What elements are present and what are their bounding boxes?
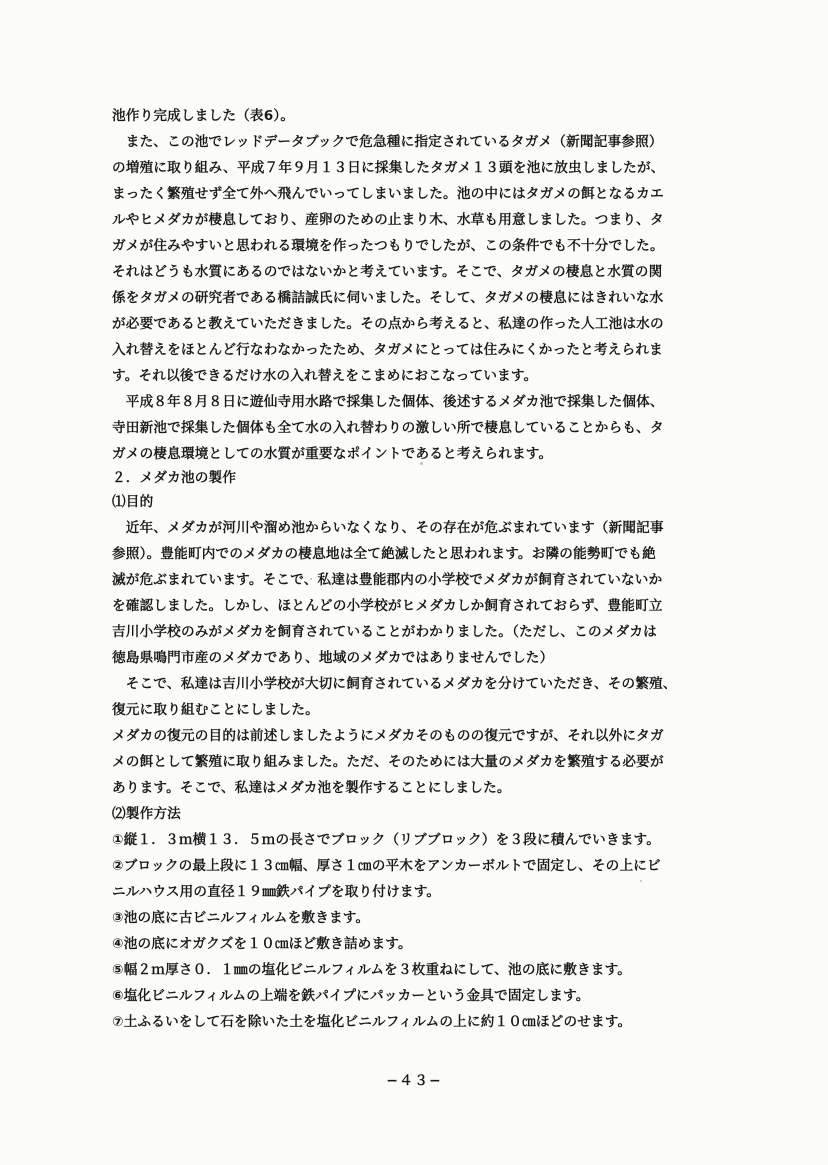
text-line: ルやヒメダカが棲息しており、産卵のための止まり木、水草も用意しました。つまり、タ — [112, 212, 664, 228]
text-line: 滅が危ぶまれています。そこで、私達は豊能郡内の小学校でメダカが飼育されていないか — [112, 572, 663, 588]
section-heading: ２．メダカ池の製作 — [112, 470, 237, 486]
text-line: まったく繁殖せず全て外へ飛んでいってしまいました。池の中にはタガメの餌となるカエ — [112, 186, 664, 202]
text-line: の増殖に取り組み、平成７年９月１３日に採集したタガメ１３頭を池に放虫しましたが、 — [112, 160, 665, 176]
page-number: −４３− — [386, 1073, 442, 1089]
list-item: ①縦１．３ｍ横１３．５ｍの長さでブロック（リブブロック）を３段に積んでいきます。 — [112, 832, 661, 848]
text-line: 寺田新池で採集した個体も全て水の入れ替わりの激しい所で棲息していることからも、タ — [112, 420, 664, 436]
list-item: ⑦土ふるいをして石を除いた土を塩化ビニルフィルムの上に約１０㎝ほどのせます。 — [112, 1014, 632, 1030]
text-line: が必要であると教えていただきました。その点から考えると、私達の作った人工池は水の — [112, 316, 664, 332]
text-line: それはどうも水質にあるのではないかと考えています。そこで、タガメの棲息と水質の関 — [112, 264, 663, 280]
text-line: 参照）。豊能町内でのメダカの棲息地は全て絶滅したと思われます。お隣の能勢町でも絶 — [112, 546, 656, 562]
text-line: 吉川小学校のみがメダカを飼育されていることがわかりました。（ただし、このメダカは — [112, 624, 657, 640]
text-line: 池作り完成しました（表6）。 — [112, 108, 295, 124]
text-line: ガメが住みやすいと思われる環境を作ったつもりでしたが、この条件でも不十分でした。 — [112, 238, 664, 254]
text-line: 入れ替えをほとんど行なわなかったため、タガメにとっては住みにくかったと考えられま — [112, 342, 663, 358]
text-line: そこで、私達は吉川小学校が大切に飼育されているメダカを分けていただき、その繁殖、 — [112, 676, 677, 692]
text-line: メダカの復元の目的は前述しましたようにメダカそのものの復元ですが、それ以外にタガ — [112, 728, 664, 744]
speck — [640, 880, 642, 882]
list-item: ⑤幅２ｍ厚さ０．１㎜の塩化ビニルフィルムを３枚重ねにして、池の底に敷きます。 — [112, 962, 632, 978]
subsection-heading: ⑴目的 — [112, 494, 154, 510]
list-item: ③池の底に古ビニルフィルムを敷きます。 — [112, 910, 370, 926]
text-line: 平成８年８月８日に遊仙寺用水路で採集した個体、後述するメダカ池で採集した個体、 — [112, 394, 664, 410]
text-line: 近年、メダカが河川や溜め池からいなくなり、その存在が危ぶまれています（新聞記事 — [112, 520, 664, 536]
text-line: ガメの棲息環境としての水質が重要なポイントであると考えられます。 — [112, 446, 553, 462]
subsection-heading: ⑵製作方法 — [112, 806, 181, 822]
text-line: を確認しました。しかし、ほとんどの小学校がヒメダカしか飼育されておらず、豊能町立 — [112, 598, 663, 614]
list-item: ②ブロックの最上段に１３㎝幅、厚さ１㎝の平木をアンカーボルトで固定し、その上にビ — [112, 858, 661, 874]
text-line: メの餌として繁殖に取り組みました。ただ、そのためには大量のメダカを繁殖する必要が — [112, 754, 664, 770]
text-line: 復元に取り組むことにしました。 — [112, 702, 319, 718]
text-line: 係をタガメの研究者である橋詰誠氏に伺いました。そして、タガメの棲息にはきれいな水 — [112, 290, 664, 306]
list-item: ⑥塩化ビニルフィルムの上端を鉄パイプにパッカーという金具で固定します。 — [112, 988, 590, 1004]
text-line: ニルハウス用の直径１９㎜鉄パイプを取り付けます。 — [112, 884, 441, 900]
text-line: す。それ以後できるだけ水の入れ替えをこまめにおこなっています。 — [112, 368, 538, 384]
list-item: ④池の底にオガクズを１０㎝ほど敷き詰めます。 — [112, 936, 412, 952]
text-line: また、この池でレッドデータブックで危急種に指定されているタガメ（新聞記事参照） — [112, 134, 663, 150]
text-line: あります。そこで、私達はメダカ池を製作することにしました。 — [112, 780, 511, 796]
text-line: 徳島県鳴門市産のメダカであり、地域のメダカではありませんでした） — [112, 650, 554, 666]
